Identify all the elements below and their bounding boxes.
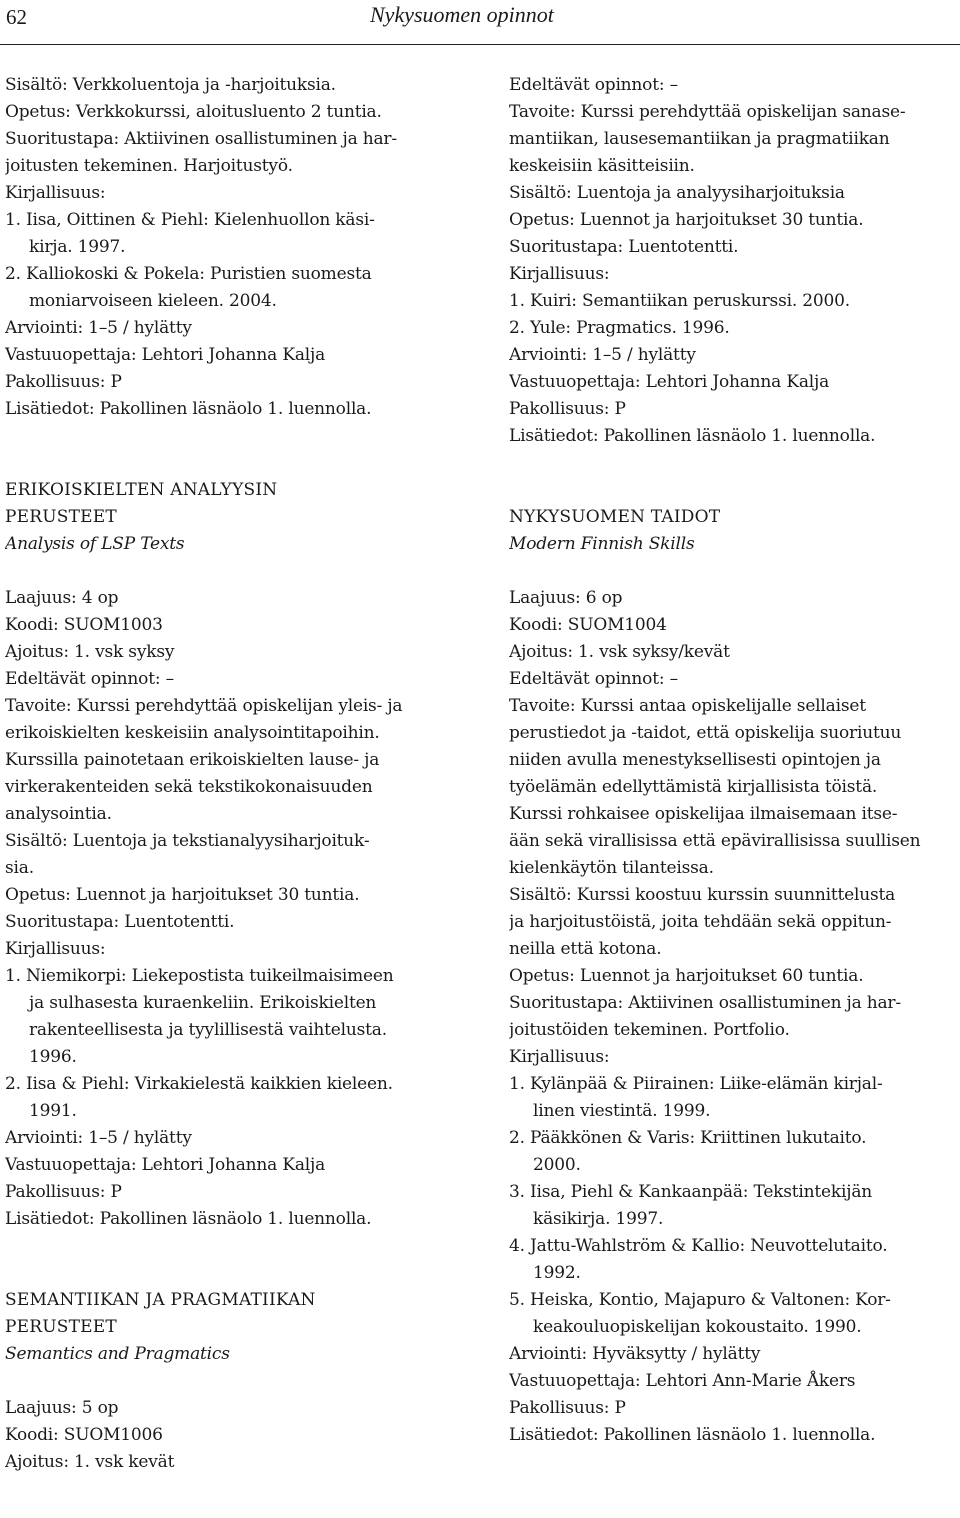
- sisalto-line-cont: neilla että kotona.: [509, 939, 662, 959]
- course-semantiikan-continued: [509, 72, 957, 450]
- literature-item-cont: kirja. 1997.: [29, 237, 126, 257]
- sisalto-line: Sisältö: Verkkoluentoja ja -harjoituksia.: [5, 75, 336, 95]
- suoritustapa-line: Suoritustapa: Aktiivinen osallistuminen ja har-: [5, 129, 397, 149]
- course-title: ERIKOISKIELTEN ANALYYSIN: [5, 480, 278, 500]
- literature-item: 2. Pääkkönen & Varis: Kriittinen lukutaito.: [509, 1128, 867, 1148]
- laajuus-line: Laajuus: 5 op: [5, 1398, 119, 1418]
- course-erikoiskielten-analyysin-perusteet: [5, 477, 453, 1233]
- pakollisuus-line: Pakollisuus: P: [5, 1182, 122, 1202]
- vastuuopettaja-line: Vastuuopettaja: Lehtori Johanna Kalja: [509, 372, 829, 392]
- course-title-cont: PERUSTEET: [5, 1317, 117, 1337]
- course-semantiikan-ja-pragmatiikan-perusteet: [5, 1287, 453, 1476]
- suoritustapa-line-cont: joitustöiden tekeminen. Portfolio.: [509, 1020, 790, 1040]
- tavoite-line-cont: ään sekä virallisissa että epävirallisissa suullisen: [509, 831, 921, 851]
- literature-item-cont: linen viestintä. 1999.: [533, 1101, 711, 1121]
- kirjallisuus-label: Kirjallisuus:: [509, 1047, 610, 1067]
- pakollisuus-line: Pakollisuus: P: [509, 399, 626, 419]
- literature-item: 1. Kylänpää & Piirainen: Liike-elämän kirjal-: [509, 1074, 883, 1094]
- tavoite-line-cont: kielenkäytön tilanteissa.: [509, 858, 714, 878]
- literature-item-cont: rakenteellisesta ja tyylillisestä vaihtelusta.: [29, 1020, 387, 1040]
- opetus-line: Opetus: Luennot ja harjoitukset 60 tuntia.: [509, 966, 864, 986]
- kirjallisuus-label: Kirjallisuus:: [5, 183, 106, 203]
- edeltavat-line: Edeltävät opinnot: –: [509, 669, 678, 689]
- opetus-line: Opetus: Luennot ja harjoitukset 30 tuntia.: [5, 885, 360, 905]
- suoritustapa-line: Suoritustapa: Luentotentti.: [5, 912, 235, 932]
- literature-item-cont: 2000.: [533, 1155, 581, 1175]
- vastuuopettaja-line: Vastuuopettaja: Lehtori Johanna Kalja: [5, 345, 325, 365]
- sisalto-line-cont: ja harjoitustöistä, joita tehdään sekä oppitun-: [509, 912, 892, 932]
- literature-item-cont: keakouluopiskelijan kokoustaito. 1990.: [533, 1317, 862, 1337]
- tavoite-line-cont: analysointia.: [5, 804, 112, 824]
- course-block-continued: [5, 72, 453, 423]
- suoritustapa-line-cont: joitusten tekeminen. Harjoitustyö.: [5, 156, 293, 176]
- edeltavat-line: Edeltävät opinnot: –: [509, 75, 678, 95]
- tavoite-line-cont: Kurssi rohkaisee opiskelijaa ilmaisemaan itse-: [509, 804, 898, 824]
- course-nykysuomen-taidot: [509, 504, 957, 1449]
- literature-item-cont: käsikirja. 1997.: [533, 1209, 664, 1229]
- suoritustapa-line: Suoritustapa: Luentotentti.: [509, 237, 739, 257]
- opetus-line: Opetus: Luennot ja harjoitukset 30 tuntia.: [509, 210, 864, 230]
- literature-item-cont: moniarvoiseen kieleen. 2004.: [29, 291, 277, 311]
- ajoitus-line: Ajoitus: 1. vsk syksy/kevät: [509, 642, 730, 662]
- koodi-line: Koodi: SUOM1003: [5, 615, 163, 635]
- tavoite-line-cont: työelämän edellyttämistä kirjallisista töistä.: [509, 777, 878, 797]
- opetus-line: Opetus: Verkkokurssi, aloitusluento 2 tuntia.: [5, 102, 382, 122]
- literature-item: 1. Kuiri: Semantiikan peruskurssi. 2000.: [509, 291, 850, 311]
- page-number: 62: [6, 5, 27, 29]
- header-rule: [0, 44, 960, 45]
- course-title-cont: PERUSTEET: [5, 507, 117, 527]
- vastuuopettaja-line: Vastuuopettaja: Lehtori Johanna Kalja: [5, 1155, 325, 1175]
- koodi-line: Koodi: SUOM1006: [5, 1425, 163, 1445]
- arviointi-line: Arviointi: 1–5 / hylätty: [5, 318, 192, 338]
- course-subtitle: Analysis of LSP Texts: [5, 534, 185, 554]
- literature-item: 1. Niemikorpi: Liekepostista tuikeilmaisimeen: [5, 966, 394, 986]
- ajoitus-line: Ajoitus: 1. vsk kevät: [5, 1452, 175, 1472]
- pakollisuus-line: Pakollisuus: P: [5, 372, 122, 392]
- koodi-line: Koodi: SUOM1004: [509, 615, 667, 635]
- sisalto-line: Sisältö: Kurssi koostuu kurssin suunnittelusta: [509, 885, 896, 905]
- tavoite-line-cont: keskeisiin käsitteisiin.: [509, 156, 695, 176]
- arviointi-line: Arviointi: 1–5 / hylätty: [509, 345, 696, 365]
- tavoite-line: Tavoite: Kurssi antaa opiskelijalle sellaiset: [509, 696, 866, 716]
- course-title: SEMANTIIKAN JA PRAGMATIIKAN: [5, 1290, 316, 1310]
- literature-item: 2. Kalliokoski & Pokela: Puristien suomesta: [5, 264, 372, 284]
- tavoite-line-cont: niiden avulla menestyksellisesti opintojen ja: [509, 750, 881, 770]
- pakollisuus-line: Pakollisuus: P: [509, 1398, 626, 1418]
- laajuus-line: Laajuus: 4 op: [5, 588, 119, 608]
- tavoite-line-cont: virkerakenteiden sekä tekstikokonaisuuden: [5, 777, 373, 797]
- tavoite-line-cont: erikoiskielten keskeisiin analysointitapoihin.: [5, 723, 380, 743]
- tavoite-line-cont: Kurssilla painotetaan erikoiskielten lause- ja: [5, 750, 380, 770]
- sisalto-line: Sisältö: Luentoja ja analyysiharjoituksia: [509, 183, 845, 203]
- literature-item: 2. Iisa & Piehl: Virkakielestä kaikkien kieleen.: [5, 1074, 393, 1094]
- literature-item: 4. Jattu-Wahlström & Kallio: Neuvottelutaito.: [509, 1236, 888, 1256]
- course-title: NYKYSUOMEN TAIDOT: [509, 507, 721, 527]
- sisalto-line-cont: sia.: [5, 858, 34, 878]
- lisatiedot-line: Lisätiedot: Pakollinen läsnäolo 1. luennolla.: [5, 1209, 372, 1229]
- literature-item-cont: 1996.: [29, 1047, 77, 1067]
- lisatiedot-line: Lisätiedot: Pakollinen läsnäolo 1. luennolla.: [5, 399, 372, 419]
- lisatiedot-line: Lisätiedot: Pakollinen läsnäolo 1. luennolla.: [509, 1425, 876, 1445]
- tavoite-line: Tavoite: Kurssi perehdyttää opiskelijan yleis- ja: [5, 696, 403, 716]
- tavoite-line-cont: perustiedot ja -taidot, että opiskelija suoriutuu: [509, 723, 902, 743]
- kirjallisuus-label: Kirjallisuus:: [509, 264, 610, 284]
- edeltavat-line: Edeltävät opinnot: –: [5, 669, 174, 689]
- literature-item-cont: ja sulhasesta kuraenkeliin. Erikoiskielten: [29, 993, 377, 1013]
- suoritustapa-line: Suoritustapa: Aktiivinen osallistuminen ja har-: [509, 993, 901, 1013]
- arviointi-line: Arviointi: 1–5 / hylätty: [5, 1128, 192, 1148]
- running-head: Nykysuomen opinnot: [370, 2, 554, 27]
- tavoite-line: Tavoite: Kurssi perehdyttää opiskelijan sanase-: [509, 102, 906, 122]
- right-column: [509, 72, 957, 1449]
- laajuus-line: Laajuus: 6 op: [509, 588, 623, 608]
- vastuuopettaja-line: Vastuuopettaja: Lehtori Ann-Marie Åkers: [509, 1371, 856, 1391]
- literature-item: 2. Yule: Pragmatics. 1996.: [509, 318, 730, 338]
- literature-item: 3. Iisa, Piehl & Kankaanpää: Tekstintekijän: [509, 1182, 873, 1202]
- literature-item: 1. Iisa, Oittinen & Piehl: Kielenhuollon käsi-: [5, 210, 375, 230]
- arviointi-line: Arviointi: Hyväksytty / hylätty: [509, 1344, 761, 1364]
- course-subtitle: Semantics and Pragmatics: [5, 1344, 230, 1364]
- literature-item: 5. Heiska, Kontio, Majapuro & Valtonen: Kor-: [509, 1290, 891, 1310]
- literature-item-cont: 1991.: [29, 1101, 77, 1121]
- kirjallisuus-label: Kirjallisuus:: [5, 939, 106, 959]
- left-column: [5, 72, 453, 1476]
- sisalto-line: Sisältö: Luentoja ja tekstianalyysiharjoituk-: [5, 831, 370, 851]
- ajoitus-line: Ajoitus: 1. vsk syksy: [5, 642, 175, 662]
- literature-item-cont: 1992.: [533, 1263, 581, 1283]
- tavoite-line-cont: mantiikan, lausesemantiikan ja pragmatiikan: [509, 129, 890, 149]
- lisatiedot-line: Lisätiedot: Pakollinen läsnäolo 1. luennolla.: [509, 426, 876, 446]
- course-subtitle: Modern Finnish Skills: [509, 534, 695, 554]
